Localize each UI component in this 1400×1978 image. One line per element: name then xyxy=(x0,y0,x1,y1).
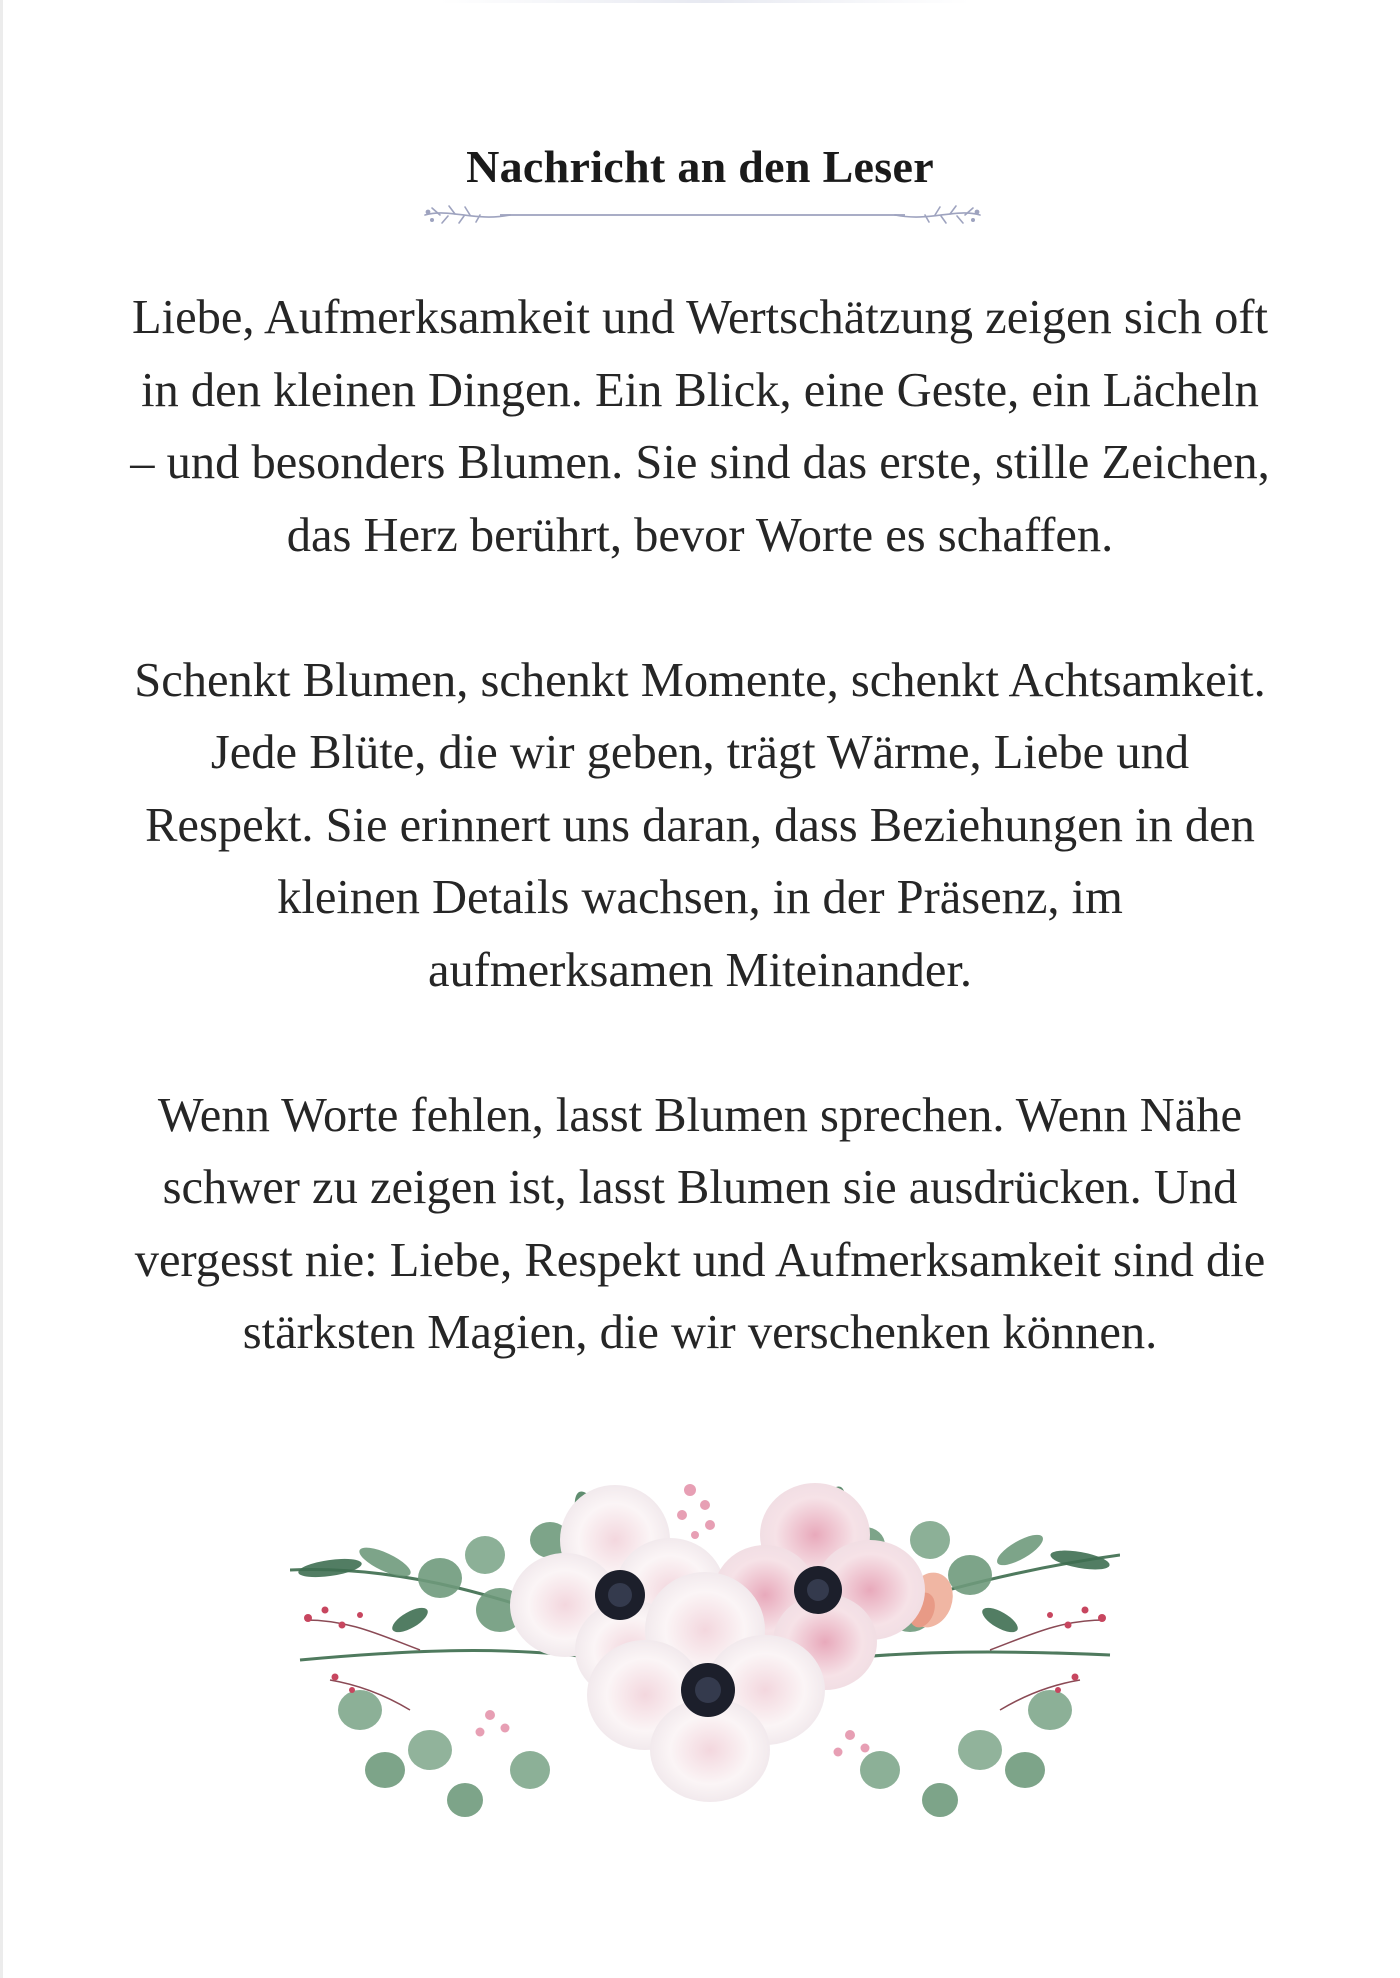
top-rule xyxy=(440,0,970,3)
paragraph-3: Wenn Worte fehlen, lasst Blumen sprechen. Wenn Nähe schwer zu zeigen ist, lasst Blumen sie ausdrücken. Und vergesst nie: Liebe, Respekt und Aufmerksamkeit sind die stärksten Magien, die wir verschenken können. xyxy=(134,1088,1266,1359)
paragraph-1: Liebe, Aufmerksamkeit und Wertschätzung zeigen sich oft in den kleinen Dingen. Ein Blick, eine Geste, ein Lächeln – und besonders Blumen. Sie sind das erste, stille Zeichen, das Herz berührt, bevor Worte es schaffen. xyxy=(130,291,1270,562)
paragraph-2: Schenkt Blumen, schenkt Momente, schenkt Achtsamkeit. Jede Blüte, die wir geben, trägt Wärme, Liebe und Respekt. Sie erinnert uns daran, dass Beziehungen in den kleinen Details wachsen, in der Präsenz, im aufmerksamen Miteinander. xyxy=(134,653,1266,997)
page-edge xyxy=(0,0,3,1978)
message-body xyxy=(130,282,1270,1370)
floral-divider-icon xyxy=(420,198,985,238)
flower-bouquet-icon xyxy=(290,1470,1120,1840)
page-title: Nachricht an den Leser xyxy=(466,141,934,192)
